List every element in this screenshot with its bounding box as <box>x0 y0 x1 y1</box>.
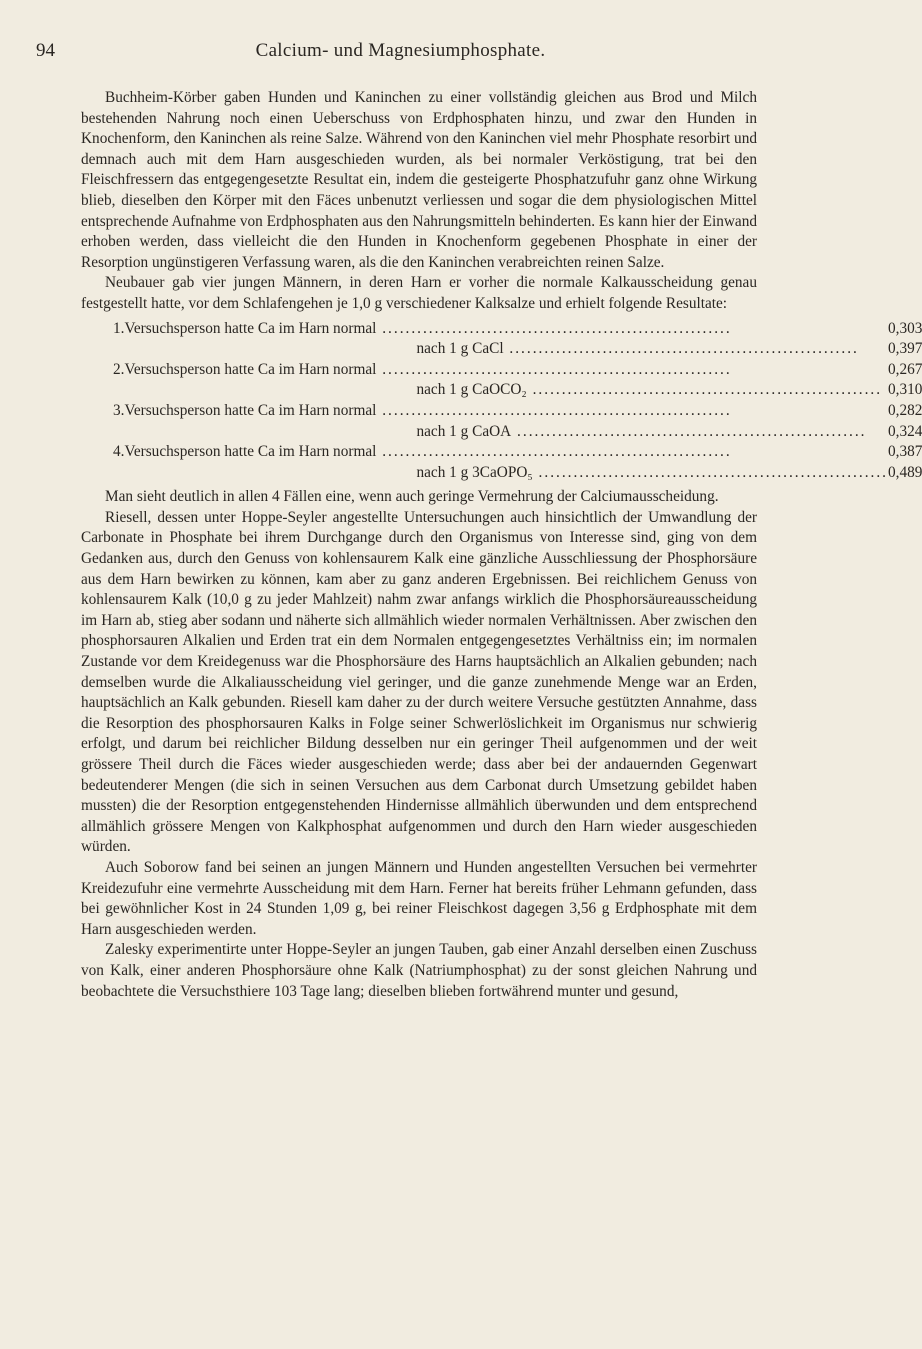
paragraph: Zalesky experimentirte unter Hoppe-Seyler an jungen Tauben, gab einer Anzahl derselben einen Zuschuss von Kalk, einer anderen Phosphorsäure ohne Kalk (Natriumphosphat) zu der sonst gleichen Nahrung und beobachtete die Versuchsthiere 103 Tage lang; dieselben blieben fortwährend munter und gesund, <box>81 941 757 1000</box>
result-description <box>124 360 888 381</box>
result-description <box>124 422 888 443</box>
result-row <box>113 339 922 360</box>
result-text: Versuchsperson hatte Ca im Harn normal <box>124 401 377 419</box>
result-text: nach 1 g CaOA <box>416 422 512 440</box>
body-text <box>81 88 922 1002</box>
leader-dots: ............................................................ <box>503 340 859 358</box>
leader-dots: ............................................................ <box>376 319 732 337</box>
result-label: 2. <box>113 360 125 378</box>
leader-dots: ............................................................ <box>532 463 888 481</box>
result-label <box>113 380 124 401</box>
result-label <box>113 463 124 484</box>
result-text: Versuchsperson hatte Ca im Harn normal <box>124 319 377 337</box>
result-label: 4. <box>113 443 125 461</box>
result-value: 0,489 <box>888 463 922 481</box>
paragraph: Neubauer gab vier jungen Männern, in deren Harn er vorher die normale Kalkausscheidung genau festgestellt hatte, vor dem Schlafengehen je 1,0 g verschiedener Kalksalze und erhielt folgende Resultate: <box>81 274 757 312</box>
result-description <box>124 339 888 360</box>
result-text: nach 1 g CaOCO₂ <box>416 381 527 399</box>
result-description <box>124 380 888 401</box>
result-value: 0,303 <box>888 319 922 337</box>
running-title: Calcium- und Magnesiumphosphate. <box>255 40 546 61</box>
result-description <box>124 463 888 484</box>
result-row <box>113 442 922 463</box>
result-row <box>113 422 922 443</box>
leader-dots: ............................................................ <box>376 360 732 378</box>
result-value: 0,397 <box>888 340 922 358</box>
result-row <box>113 360 922 381</box>
result-row <box>113 463 922 484</box>
page-header <box>0 40 801 64</box>
paragraph: Buchheim-Körber gaben Hunden und Kaninchen zu einer vollständig gleichen aus Brod und Milch bestehenden Nahrung noch einen Ueberschuss von Erdphosphaten hinzu, und zwar den Hunden in Knochenform, den Kaninchen als reine Salze. Während von den Kaninchen viel mehr Phosphate resorbirt und demnach auch mit dem Harn ausgeschieden wurden, als bei normaler Verköstigung, trat bei den Fleischfressern das entgegengesetzte Resultat ein, indem die gesteigerte Phosphatzufuhr ganz ohne Wirkung blieb, dieselben den Körper mit den Fäces unbenutzt verliessen und sogar die dem physiologischen Mittel entsprechende Aufnahme von Erdphosphaten aus den Nahrungsmitteln behinderten. Es kann hier der Einwand erhoben werden, dass vielleicht die den Hunden in Knochenform gegebenen Phosphate in einer der Resorption ungünstigeren Verfassung waren, als die den Kaninchen verabreichten reinen Salze. <box>81 89 757 271</box>
result-description <box>124 442 888 463</box>
leader-dots: ............................................................ <box>511 422 867 440</box>
result-label <box>113 422 124 443</box>
paragraph: Man sieht deutlich in allen 4 Fällen eine, wenn auch geringe Vermehrung der Calciumausscheidung. <box>105 488 719 506</box>
result-text: Versuchsperson hatte Ca im Harn normal <box>124 360 377 378</box>
result-text: Versuchsperson hatte Ca im Harn normal <box>124 443 377 461</box>
result-text: nach 1 g CaCl <box>416 340 504 358</box>
result-value: 0,267 <box>888 360 922 378</box>
leader-dots: ............................................................ <box>526 381 883 399</box>
result-value: 0,282 <box>888 401 922 419</box>
result-value: 0,387 <box>888 443 922 461</box>
result-text: nach 1 g 3CaOPO₅ <box>416 463 533 481</box>
result-value: 0,310 <box>888 381 922 399</box>
result-value: 0,324 <box>888 422 922 440</box>
leader-dots: ............................................................ <box>376 443 732 461</box>
results-table <box>113 319 922 484</box>
result-row <box>113 380 922 401</box>
result-row <box>113 319 922 340</box>
result-label: 1. <box>113 319 125 337</box>
paragraph: Auch Soborow fand bei seinen an jungen Männern und Hunden angestellten Versuchen bei vermehrter Kreidezufuhr eine vermehrte Ausscheidung mit dem Harn. Ferner hat bereits früher Lehmann gefunden, dass bei gewöhnlicher Kost in 24 Stunden 1,09 g, bei reiner Fleischkost dagegen 3,56 g Erdphosphate mit dem Harn ausgeschieden werden. <box>81 858 757 938</box>
page-number: 94 <box>36 40 55 61</box>
result-description <box>124 319 888 340</box>
result-label <box>113 339 124 360</box>
result-label: 3. <box>113 401 125 419</box>
result-description <box>124 401 888 422</box>
paragraph: Riesell, dessen unter Hoppe-Seyler angestellte Untersuchungen auch hinsichtlich der Umwandlung der Carbonate in Phosphate bei ihrem Durchgange durch den Organismus von Interesse sind, ging von dem Gedanken aus, durch den Genuss von kohlensaurem Kalk eine gänzliche Ausschliessung der Phosphorsäure aus dem Harn bewirken zu können, kam aber zu ganz anderen Ergebnissen. Bei reichlichem Genuss von kohlensaurem Kalk (10,0 g zu jeder Mahlzeit) nahm zwar anfangs wirklich die Phosphorsäureausscheidung im Harn ab, stieg aber sodann und näherte sich allmählich wieder normalen Verhältnissen. Aber zwischen den phosphorsauren Alkalien und Erden trat ein dem Normalen entgegengesetztes Verhältniss ein; im normalen Zustande vor dem Kreidegenuss war die Phosphorsäure des Harns hauptsächlich an Alkalien gebunden; nach demselben wurde die Alkaliausscheidung viel geringer, und die ganze zunehmende Menge war an Erden, hauptsächlich an Kalk gebunden. Riesell kam daher zu der durch weitere Versuche gestützten Annahme, dass die Resorption des phosphorsauren Kalks in Folge seiner Schwerlöslichkeit im Organismus nur schwierig erfolgt, und darum bei reichlicher Bildung desselben nur ein geringer Theil aufgenommen und der weit grössere Theil durch die Fäces wieder ausgeschieden werde; dass aber bei der andauernden Gegenwart bedeutenderer Mengen (die sich in seinen Versuchen aus dem Carbonat durch Umsetzung gebildet haben mussten) die der Resorption entgegenstehenden Hindernisse allmählich überwunden und dem entsprechend allmählich grössere Mengen von Kalkphosphat aufgenommen und durch den Harn wieder ausgeschieden würden. <box>81 508 757 856</box>
leader-dots: ............................................................ <box>376 401 732 419</box>
result-row <box>113 401 922 422</box>
